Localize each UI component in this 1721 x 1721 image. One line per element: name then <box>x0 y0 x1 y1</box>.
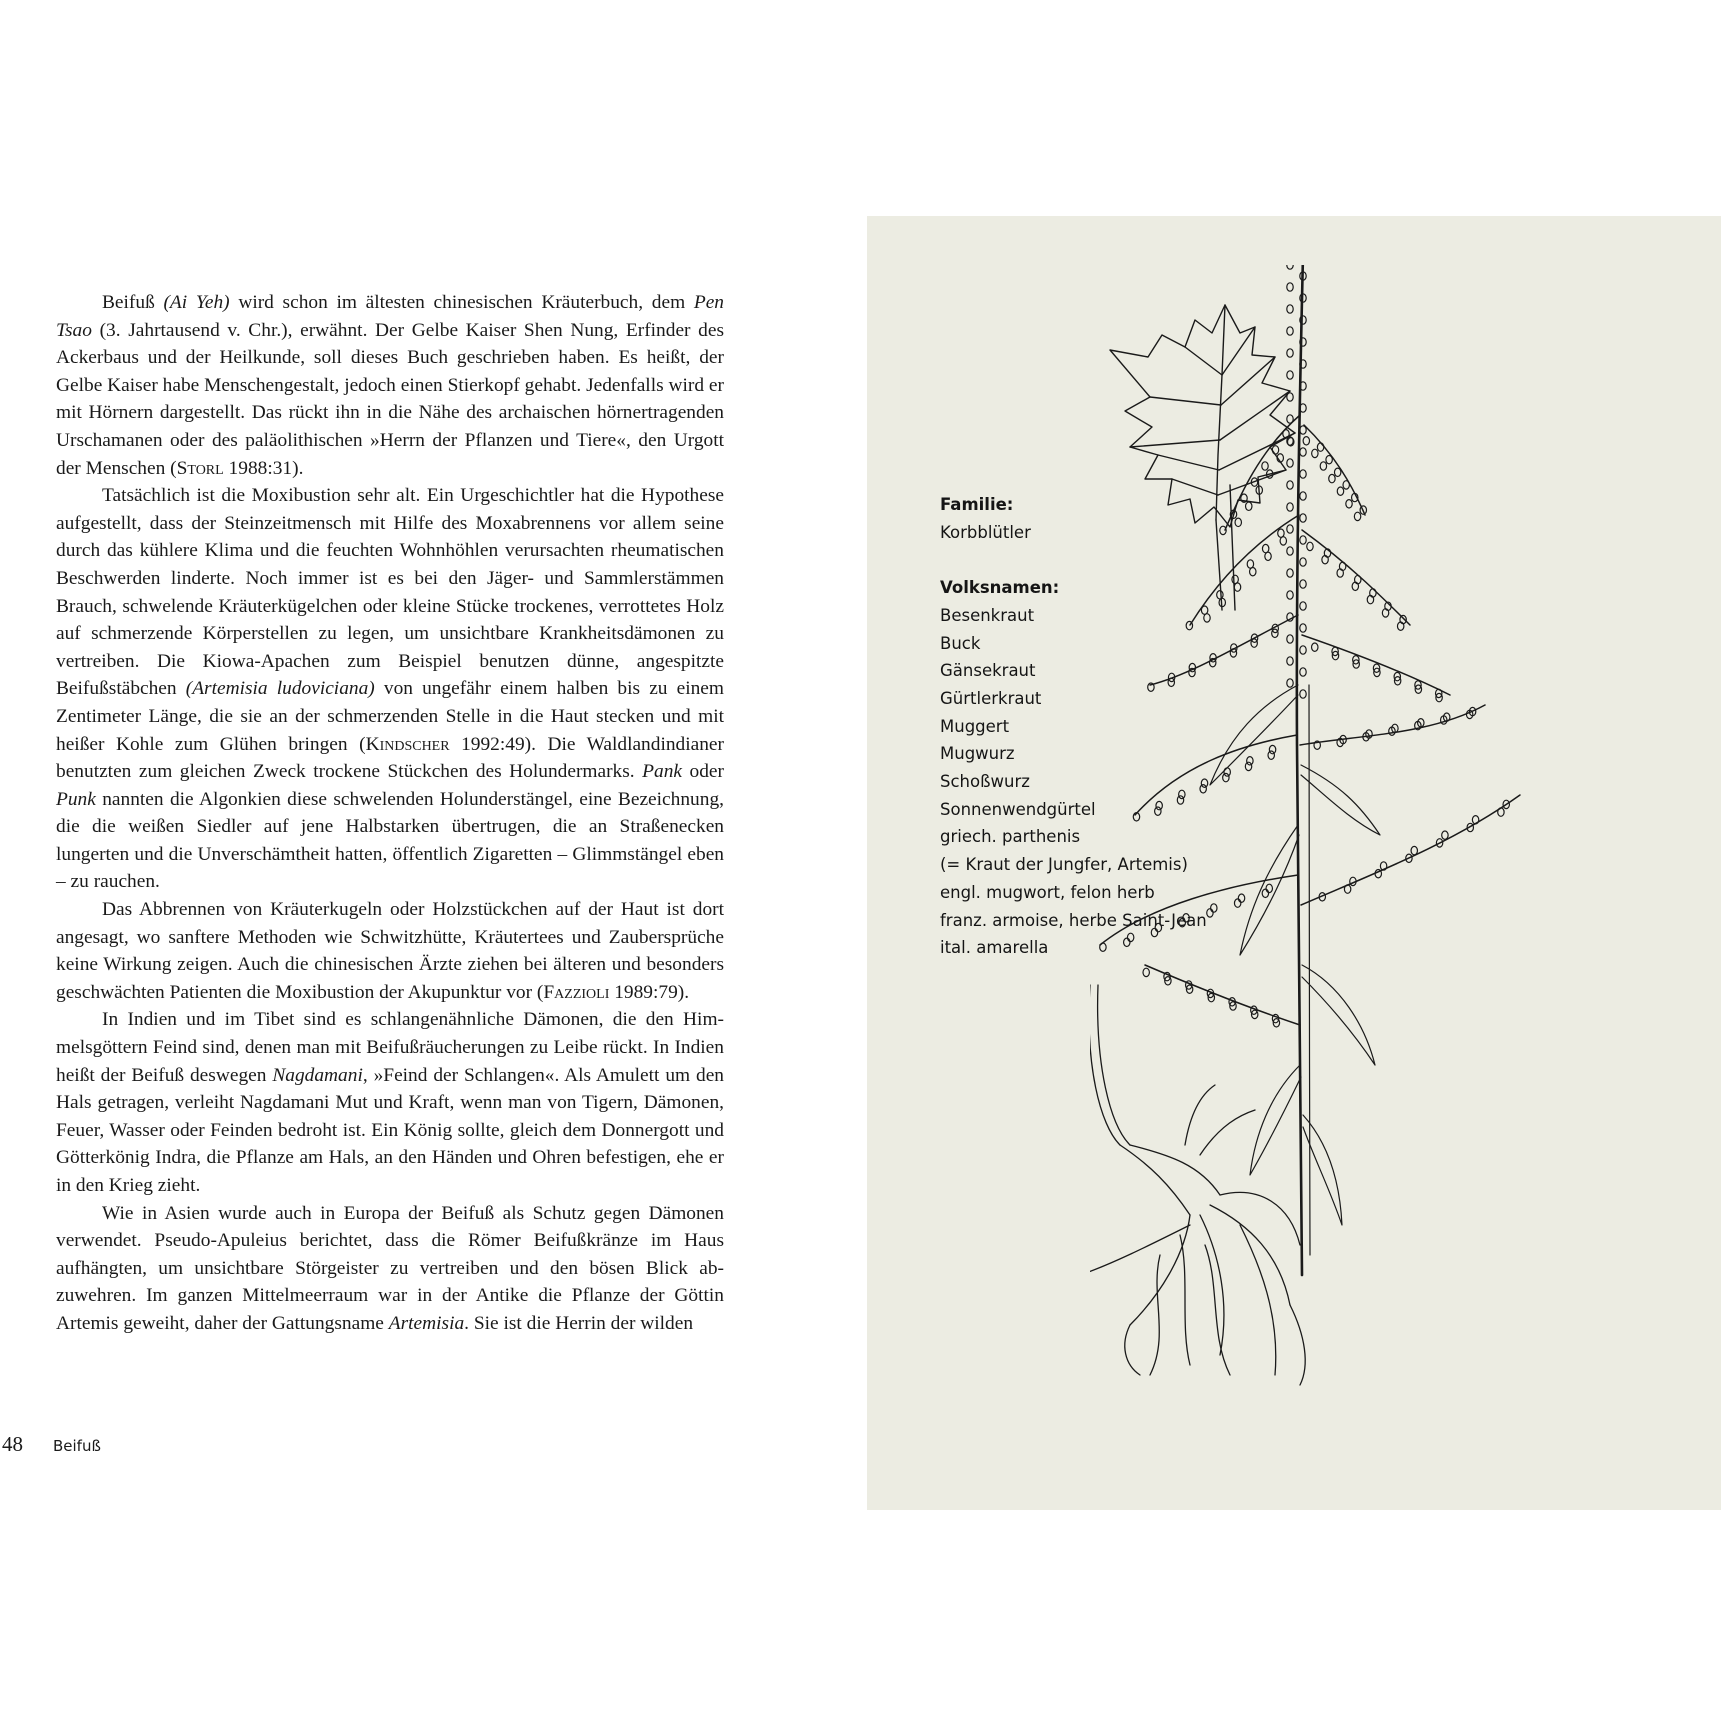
flower-head <box>1262 889 1268 897</box>
flower-head <box>1287 525 1293 533</box>
flower-head <box>1179 919 1185 927</box>
text-run: , »Feind der Schlangen«. Als Amulett um den Hals getragen, verleiht Nagdamani Mut und Kraft, wenn man von Tigern, Dämonen, Feuer, Wasser oder Feinden bedroht ist. Ein König sollte, gleich dem Donnergott und Götterkönig Indra, die Pflanze am Hals, an den Händen und Ohren befestigen, ehe er in den Krieg zieht. <box>56 1064 725 1196</box>
flower-head <box>1151 928 1157 936</box>
flower-head <box>1265 552 1271 560</box>
flower-head <box>1382 609 1388 617</box>
text-run: Das Abbrennen von Kräuterkugeln oder Holzstückchen auf der Haut ist dort angesagt, wo sanftere Methoden wie Schwitzhütte, Kräutertees und Zaubersprüche keine Wirkung zeigen. Auch die chinesischen Ärzte ziehen bei älteren und besonders geschwächten Patienten die Moxibustion der Akupunktur vor ( <box>56 899 724 1003</box>
flower-head <box>1201 779 1207 787</box>
text-run: In Indien und im Tibet sind es schlangenähnliche Dämonen, die den Himmelsgöttern Feind sind, denen man mit Beifußräucherungen zu Leibe rückt. In Indien heißt der Beifuß deswegen <box>56 1009 724 1086</box>
flower-head <box>1352 582 1358 590</box>
left-page <box>0 0 860 1721</box>
flower-head <box>1280 537 1286 545</box>
flower-head <box>1251 639 1257 647</box>
flower-head <box>1272 629 1278 637</box>
flower-head <box>1287 591 1293 599</box>
italic-term: Artemisia <box>388 1312 465 1334</box>
flower-head <box>1307 542 1313 550</box>
paragraph <box>56 482 724 896</box>
flower-head <box>1287 415 1293 423</box>
citation-author: Fazzioli <box>543 981 610 1003</box>
flower-head <box>1287 657 1293 665</box>
flower-head <box>1177 796 1183 804</box>
flower-head <box>1337 569 1343 577</box>
flower-head <box>1300 514 1306 522</box>
flower-head <box>1168 678 1174 686</box>
page-number: 48 <box>2 1432 23 1456</box>
flower-head <box>1300 668 1306 676</box>
flower-head <box>1300 558 1306 566</box>
flower-head <box>1329 474 1335 482</box>
flower-head <box>1200 785 1206 793</box>
flower-head <box>1320 462 1326 470</box>
flower-head <box>1262 462 1268 470</box>
flower-head <box>1337 487 1343 495</box>
flower-head <box>1287 349 1293 357</box>
running-head: Beifuß <box>53 1437 101 1455</box>
flower-head <box>1100 943 1106 951</box>
flower-head <box>1300 536 1306 544</box>
flower-head <box>1234 899 1240 907</box>
paragraph <box>56 1200 724 1338</box>
citation-author: Kindscher <box>365 733 450 755</box>
flower-head <box>1235 518 1241 526</box>
mugwort-illustration <box>1090 265 1665 1485</box>
common-name-item: Gürtlerkraut <box>940 688 1042 708</box>
text-run: oder <box>682 761 724 783</box>
italic-term: Pank <box>642 761 683 783</box>
common-name-item: Schoßwurz <box>940 772 1030 792</box>
flower-head <box>1344 885 1350 893</box>
flower-head <box>1287 459 1293 467</box>
flower-head <box>1269 745 1275 753</box>
flower-head <box>1300 580 1306 588</box>
flower-head <box>1300 470 1306 478</box>
flower-heads <box>1100 265 1510 1027</box>
text-run: wird schon im ältesten chinesischen Kräuterbuch, dem <box>229 292 694 313</box>
flower-head <box>1143 968 1149 976</box>
citation-author: Storl <box>176 457 224 479</box>
flower-head <box>1287 481 1293 489</box>
flower-head <box>1322 556 1328 564</box>
text-run: von ungefähr einem halben bis zu einem Zentimeter Länge, die sie an der schmerzenden Stelle in die Haut stecken und mit heißer Kohle zum Glühen bringen ( <box>56 678 724 755</box>
common-name-item: Buck <box>940 633 981 653</box>
flower-head <box>1287 393 1293 401</box>
flower-head <box>1300 646 1306 654</box>
italic-term: Pen Tsao <box>56 292 724 341</box>
paragraph <box>56 289 724 482</box>
text-run: (3. Jahrtausend v. Chr.), erwähnt. Der Gelbe Kaiser Shen Nung, Erfinder des Ackerbaus und der Heilkunde, soll dieses Buch geschrieben haben. Es heißt, der Gelbe Kaiser habe Menschengestalt, jedoch einen Stierkopf gehabt. Jedenfalls wird er mit Hörnern dargestellt. Das rückt ihn in die Nähe des archaischen hörnertragenden Urschamanen oder des paläolithischen »Herrn der Pflanzen und Tiere«, den Urgott der Menschen ( <box>56 319 724 479</box>
flower-head <box>1375 870 1381 878</box>
text-run: 1992:49). Die Waldlandindianer benutzten zum gleichen Zweck trockene Stückchen des Holundermarks. <box>56 733 724 783</box>
page-footer <box>0 1432 101 1457</box>
flower-head <box>1246 502 1252 510</box>
flower-head <box>1300 448 1306 456</box>
common-name-item: Sonnenwendgürtel <box>940 799 1096 819</box>
flower-head <box>1127 933 1133 941</box>
flower-head <box>1268 751 1274 759</box>
common-name-item: ital. amarella <box>940 938 1049 958</box>
flower-head <box>1230 649 1236 657</box>
roots <box>1090 985 1305 1385</box>
flower-head <box>1287 547 1293 555</box>
leaf-detail <box>1110 305 1295 610</box>
common-name-item: Gänsekraut <box>940 661 1036 681</box>
flower-head <box>1287 327 1293 335</box>
flower-branches <box>1100 415 1520 1025</box>
flower-head <box>1346 500 1352 508</box>
flower-head <box>1300 624 1306 632</box>
flower-head <box>1317 443 1323 451</box>
flower-head <box>1179 790 1185 798</box>
flower-head <box>1411 846 1417 854</box>
common-names-label: Volksnamen: <box>940 578 1060 598</box>
text-run: 1989:79). <box>609 981 690 1003</box>
common-name-item: engl. mugwort, felon herb <box>940 882 1155 902</box>
flower-head <box>1155 923 1161 931</box>
flower-head <box>1287 371 1293 379</box>
flower-head <box>1224 768 1230 776</box>
flower-head <box>1300 426 1306 434</box>
flower-head <box>1300 690 1306 698</box>
flower-head <box>1287 635 1293 643</box>
flower-head <box>1207 909 1213 917</box>
flower-head <box>1287 265 1293 269</box>
common-name-item: Muggert <box>940 716 1010 736</box>
flower-head <box>1247 757 1253 765</box>
paragraph <box>56 1006 724 1199</box>
flower-head <box>1124 938 1130 946</box>
flower-head <box>1155 807 1161 815</box>
flower-head <box>1397 622 1403 630</box>
flower-head <box>1186 621 1192 629</box>
flower-head <box>1354 512 1360 520</box>
text-run: nannten die Algonkien diese schwelenden Holunderstängel, eine Bezeichnung, die die weißen Siedler auf jene Halbstarken übertrugen, die an Straßenecken lungerten und die Unverschämtheit hatten, öffentlich Zigaretten – Glimmstängel eben – zu rauchen. <box>56 788 724 893</box>
text-run: . Sie ist die Herrin der wilden <box>464 1312 694 1334</box>
common-name-item: (= Kraut der Jungfer, Artemis) <box>940 855 1188 875</box>
flower-head <box>1156 801 1162 809</box>
flower-head <box>1234 583 1240 591</box>
flower-head <box>1287 305 1293 313</box>
flower-head <box>1312 643 1318 651</box>
flower-head <box>1211 904 1217 912</box>
flower-head <box>1287 283 1293 291</box>
flower-head <box>1498 808 1504 816</box>
italic-term: (Ai Yeh) <box>163 292 230 313</box>
flower-head <box>1250 568 1256 576</box>
common-name-item: griech. parthenis <box>940 827 1081 847</box>
stem-leaves <box>1210 685 1380 1225</box>
flower-head <box>1238 894 1244 902</box>
paragraph <box>56 896 724 1006</box>
italic-term: Punk <box>56 788 96 810</box>
common-name-item: franz. armoise, herbe Saint-Jean <box>940 910 1207 930</box>
flower-head <box>1287 503 1293 511</box>
flower-head <box>1334 468 1340 476</box>
flower-head <box>1204 614 1210 622</box>
text-run: Beifuß <box>102 292 164 313</box>
flower-head <box>1326 456 1332 464</box>
italic-term: Nagdamani <box>272 1064 363 1086</box>
body-text <box>56 289 724 1338</box>
flower-head <box>1303 437 1309 445</box>
flower-head <box>1287 569 1293 577</box>
text-run: 1988:31). <box>223 457 304 479</box>
flower-head <box>1287 679 1293 687</box>
flower-head <box>1223 773 1229 781</box>
text-run: Wie in Asien wurde auch in Europa der Beifuß als Schutz gegen Dämonen verwendet. Pseudo-Apuleius berichtet, dass die Römer Beifußkränze im Haus aufhängten, um unsichtbare Störgeister zu vertreiben und den bösen Blick abzuwehren. Im ganzen Mittelmeerraum war in der Antike die Pflanze der Göttin Artemis geweiht, daher der Gattungsname <box>56 1202 724 1334</box>
common-name-item: Besenkraut <box>940 605 1035 625</box>
flower-head <box>1343 481 1349 489</box>
flower-head <box>1367 595 1373 603</box>
flower-head <box>1300 492 1306 500</box>
family-label: Familie: <box>940 495 1014 514</box>
flower-head <box>1183 914 1189 922</box>
text-run: Tatsächlich ist die Moxibustion sehr alt. Ein Urgeschichtler hat die Hypothese aufgestellt, dass der Steinzeitmensch mit Hilfe des Moxabrennens vor allem seine durch das kühlere Klima und die feuchten Wohnhöhlen verursachten rheumatischen Beschwerden linderte. Noch immer ist es bei den Jäger- und Sammlerstämmen Brauch, schwelende Kräuterkügelchen oder kleine Stücke trockenes, verrottetes Holz auf schmerzende Körperstellen zu legen, um unsichtbare Krankheitsdämonen zu vertreiben. Die Kiowa-Apachen zum Beispiel benutzen dünne, angespitzte Beifußstäbchen <box>56 485 724 700</box>
italic-term: (Artemisia ludoviciana) <box>185 678 375 700</box>
flower-head <box>1300 602 1306 610</box>
family-value: Korbblütler <box>940 522 1031 542</box>
flower-head <box>1312 449 1318 457</box>
flower-head <box>1272 446 1278 454</box>
flower-head <box>1266 884 1272 892</box>
flower-head <box>1245 762 1251 770</box>
common-name-item: Mugwurz <box>940 744 1015 764</box>
flower-head <box>1442 831 1448 839</box>
